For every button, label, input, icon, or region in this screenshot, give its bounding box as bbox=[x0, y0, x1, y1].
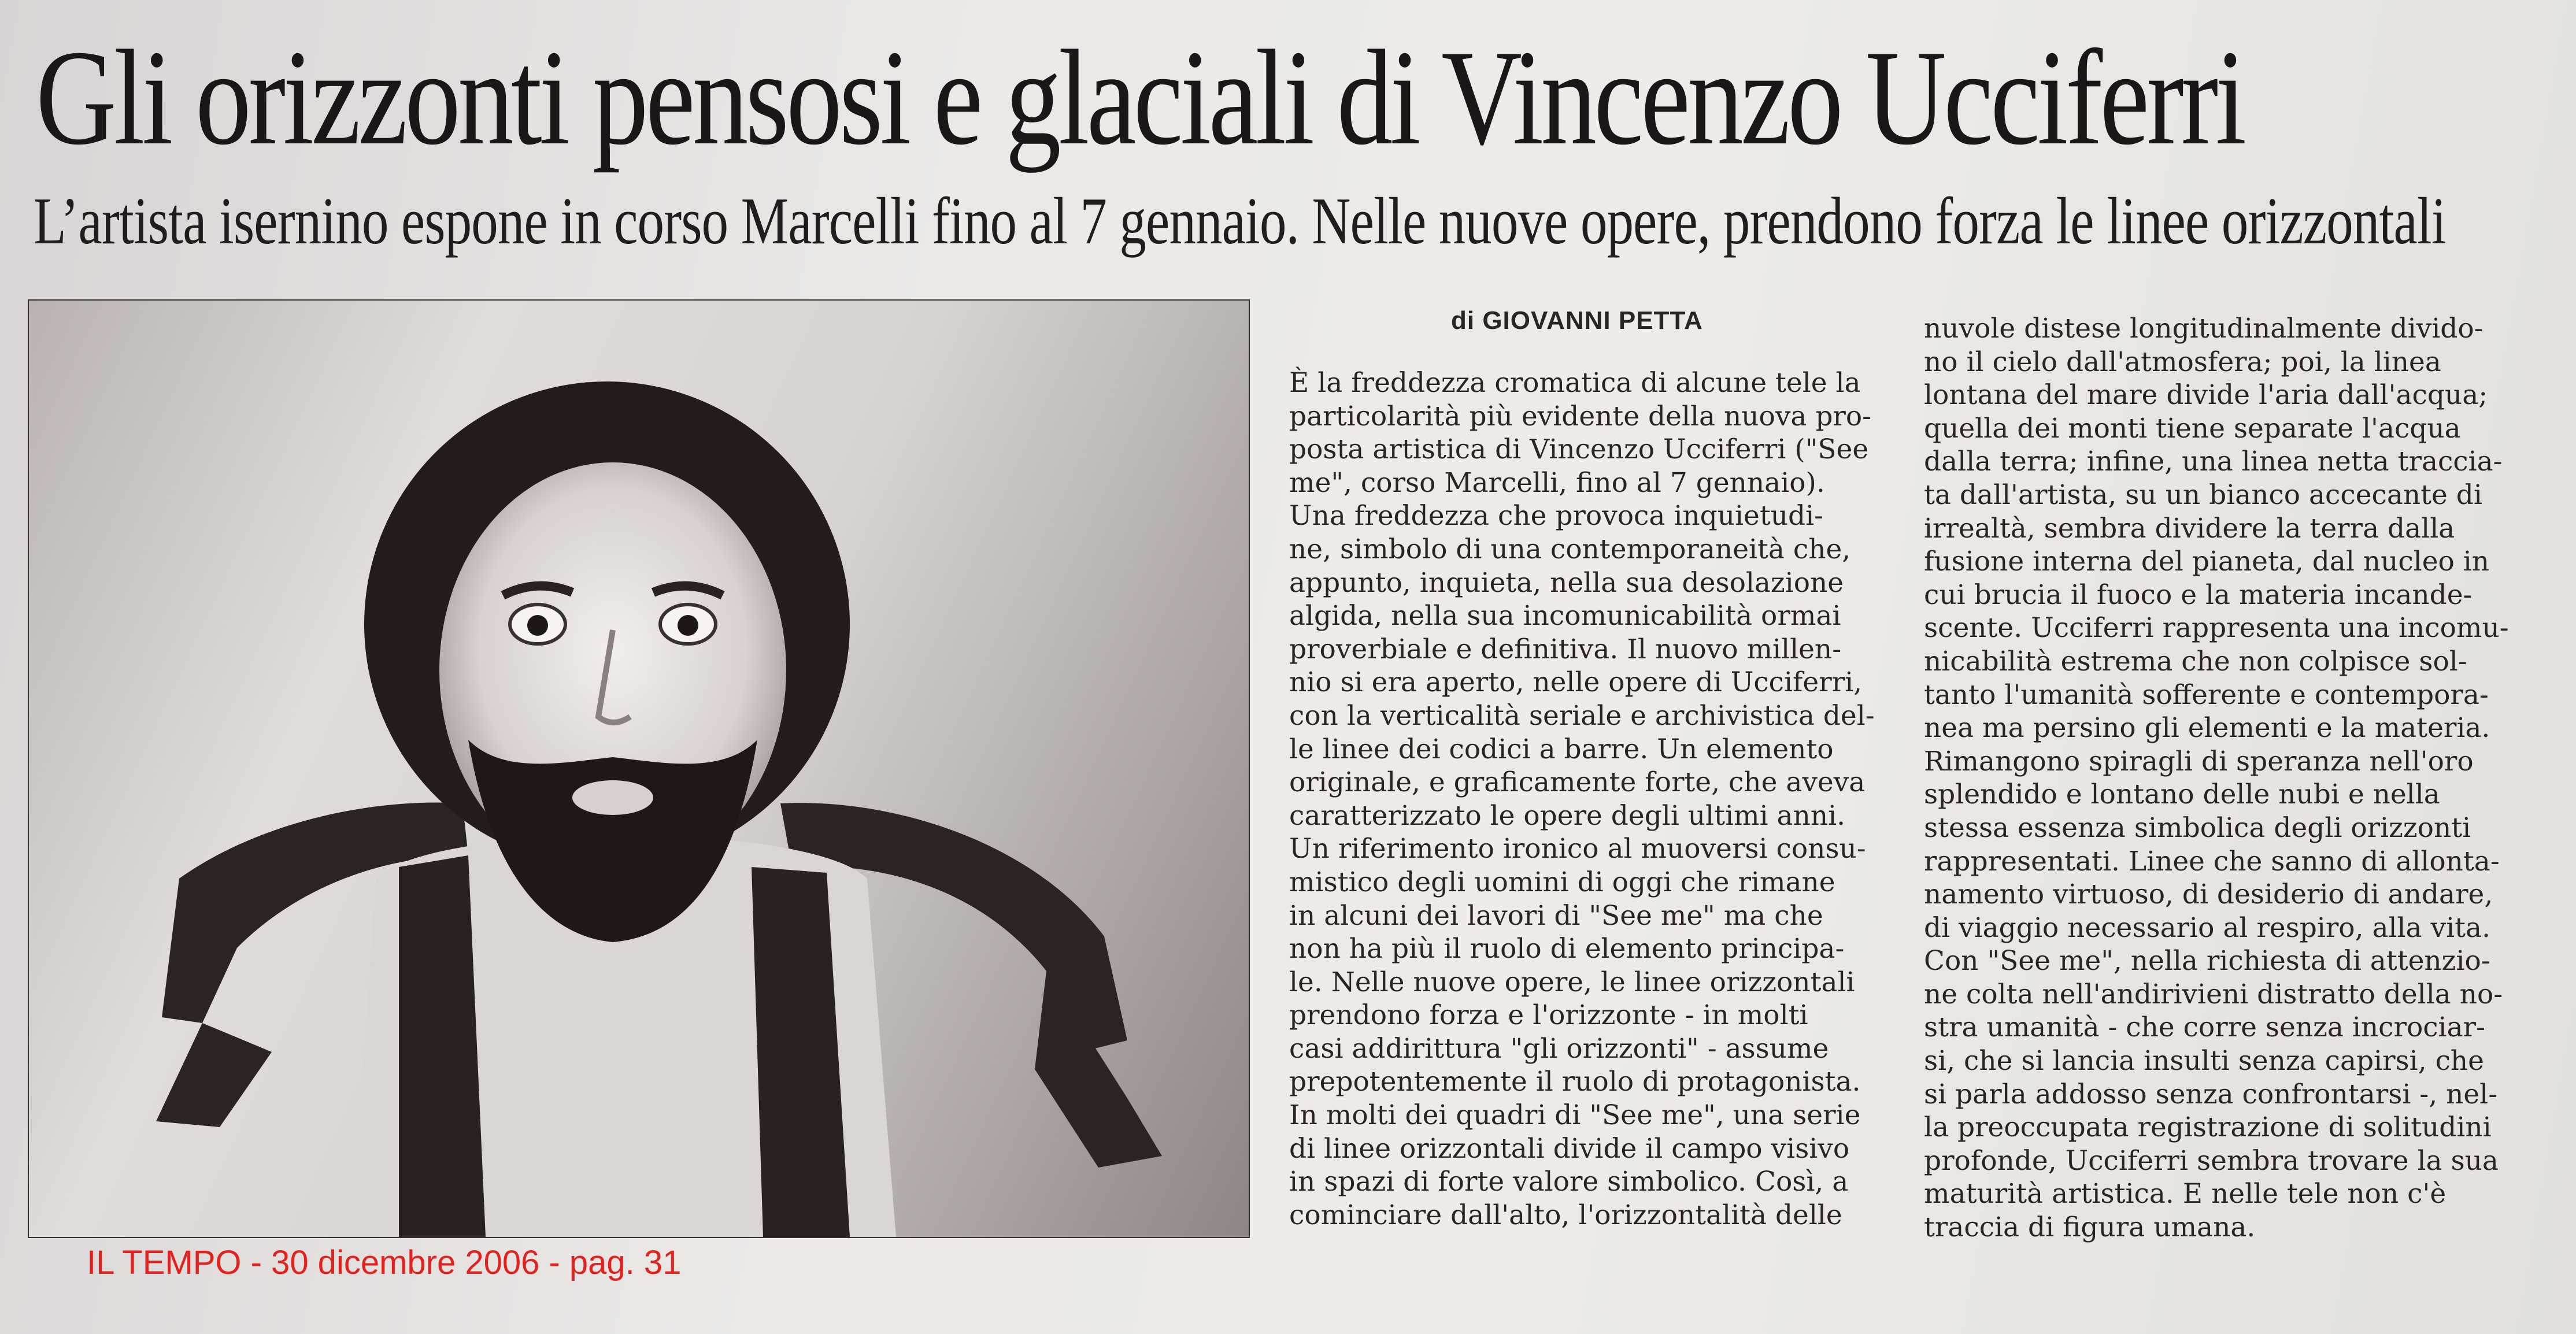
article-line: caratterizzato le opere degli ultimi anni. bbox=[1289, 799, 1846, 832]
article-line: rappresentati. Linee che sanno di allonta- bbox=[1924, 845, 2500, 877]
article-line: Con "See me", nella richiesta di attenzio- bbox=[1924, 945, 2490, 977]
article-line: maturità artistica. E nelle tele non c'è bbox=[1924, 1178, 2447, 1210]
article-line: le linee dei codici a barre. Un elemento bbox=[1289, 733, 1834, 765]
article-line: con la verticalità seriale e archivistica del- bbox=[1289, 699, 1875, 732]
article-line: lontana del mare divide l'aria dall'acqua; bbox=[1924, 379, 2488, 412]
article-line: profonde, Ucciferri sembra trovare la sua bbox=[1924, 1144, 2499, 1177]
article-line: traccia di figura umana. bbox=[1924, 1211, 2256, 1244]
article-line: posta artistica di Vincenzo Ucciferri ("See bbox=[1289, 433, 1869, 466]
article-line: no il cielo dall'atmosfera; poi, la linea bbox=[1924, 346, 2441, 378]
article-column-2 bbox=[1924, 312, 2542, 1244]
byline: di GIOVANNI PETTA bbox=[1451, 306, 1703, 335]
article-line: irrealtà, sembra dividere la terra dalla bbox=[1924, 512, 2455, 544]
portrait-photo bbox=[28, 299, 1250, 1238]
article-line: di viaggio necessario al respiro, alla vita. bbox=[1924, 911, 2490, 944]
article-line: in spazi di forte valore simbolico. Così, a bbox=[1289, 1166, 1849, 1198]
article-line: particolarità più evidente della nuova pro- bbox=[1289, 400, 1872, 432]
article-line: nuvole distese longitudinalmente divido- bbox=[1924, 313, 2484, 344]
article-line: fusione interna del pianeta, dal nucleo in bbox=[1924, 546, 2490, 578]
article-line: quella dei monti tiene separate l'acqua bbox=[1924, 412, 2461, 444]
article-line: di linee orizzontali divide il campo visivo bbox=[1289, 1132, 1850, 1165]
article-line: splendido e lontano delle nubi e nella bbox=[1924, 779, 2440, 811]
article-line: Un riferimento ironico al muoversi consu- bbox=[1289, 833, 1866, 865]
article-line: nicabilità estrema che non colpisce sol- bbox=[1924, 645, 2467, 677]
article-line: scente. Ucciferri rappresenta una incomu- bbox=[1924, 612, 2509, 644]
article-line: È la freddezza cromatica di alcune tele la bbox=[1289, 367, 1861, 399]
article-line: In molti dei quadri di "See me", una serie bbox=[1289, 1099, 1861, 1132]
article-line: la preoccupata registrazione di solitudini bbox=[1924, 1111, 2492, 1144]
article-line: dalla terra; infine, una linea netta traccia- bbox=[1924, 446, 2503, 478]
article-column-1 bbox=[1289, 366, 1902, 1232]
article-line: Rimangono spiragli di speranza nell'oro bbox=[1924, 745, 2474, 777]
article-line: ne colta nell'andirivieni distratto della no- bbox=[1924, 978, 2503, 1010]
article-line: proverbiale e definitiva. Il nuovo millen- bbox=[1289, 633, 1842, 665]
article-line: appunto, inquieta, nella sua desolazione bbox=[1289, 566, 1844, 599]
article-line: stra umanità - che corre senza incrociar- bbox=[1924, 1011, 2485, 1044]
article-line: prepotentemente il ruolo di protagonista. bbox=[1289, 1066, 1861, 1098]
article-line: algida, nella sua incomunicabilità ormai bbox=[1289, 600, 1841, 632]
article-line: stessa essenza simbolica degli orizzonti bbox=[1924, 811, 2471, 844]
article-line: me", corso Marcelli, fino al 7 gennaio). bbox=[1289, 466, 1825, 499]
article-line: cui brucia il fuoco e la materia incande- bbox=[1924, 579, 2473, 611]
article-line: si parla addosso senza confrontarsi -, nel- bbox=[1924, 1078, 2498, 1110]
subheadline: L’artista isernino espone in corso Marcelli fino al 7 gennaio. Nelle nuove opere, prendono forza le linee orizzontali bbox=[34, 184, 2446, 258]
article-line: in alcuni dei lavori di "See me" ma che bbox=[1289, 899, 1823, 932]
article-line: nio si era aperto, nelle opere di Ucciferri, bbox=[1289, 666, 1863, 699]
headline: Gli orizzonti pensosi e glaciali di Vincenzo Ucciferri bbox=[36, 23, 2244, 173]
article-line: si, che si lancia insulti senza capirsi, che bbox=[1924, 1045, 2484, 1077]
source-credit: IL TEMPO - 30 dicembre 2006 - pag. 31 bbox=[87, 1244, 682, 1281]
article-line: mistico degli uomini di oggi che rimane bbox=[1289, 866, 1835, 898]
article-line: originale, e graficamente forte, che aveva bbox=[1289, 766, 1866, 799]
article-line: nea ma persino gli elementi e la materia. bbox=[1924, 712, 2490, 744]
article-line: cominciare dall'alto, l'orizzontalità delle bbox=[1289, 1199, 1842, 1231]
article-line: namento virtuoso, di desiderio di andare, bbox=[1924, 879, 2493, 911]
portrait-illustration bbox=[29, 301, 1249, 1237]
article-line: le. Nelle nuove opere, le linee orizzontali bbox=[1289, 966, 1855, 998]
article-line: non ha più il ruolo di elemento principa- bbox=[1289, 933, 1845, 965]
article-line: ta dall'artista, su un bianco accecante di bbox=[1924, 479, 2482, 511]
article-line: tanto l'umanità sofferente e contempora- bbox=[1924, 679, 2489, 711]
article-line: prendono forza e l'orizzonte - in molti bbox=[1289, 999, 1808, 1032]
article-line: Una freddezza che provoca inquietudi- bbox=[1289, 500, 1823, 532]
article-line: ne, simbolo di una contemporaneità che, bbox=[1289, 533, 1851, 565]
article-line: casi addirittura "gli orizzonti" - assume bbox=[1289, 1032, 1829, 1065]
